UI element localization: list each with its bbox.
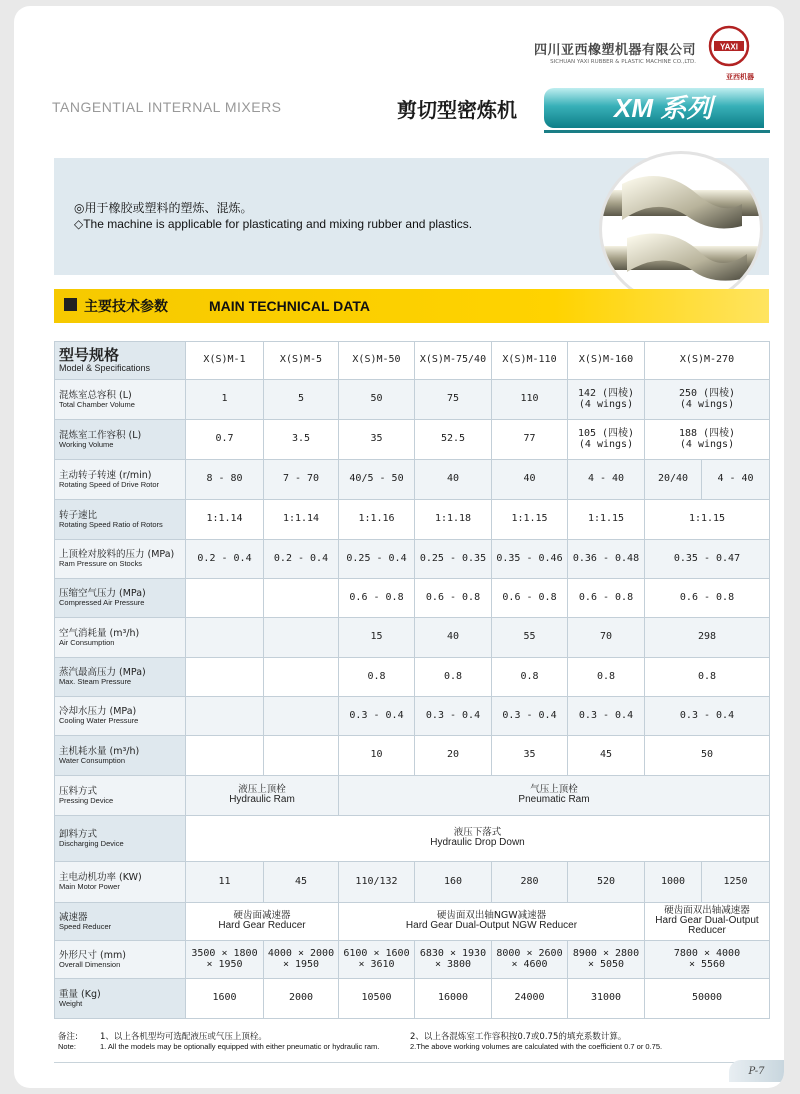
table-cell: 40/5 - 50 xyxy=(339,460,415,500)
section-title-cn: 主要技术参数 xyxy=(84,299,168,315)
table-cell: 1:1.15 xyxy=(492,500,568,540)
table-cell: 0.8 xyxy=(339,658,415,697)
table-cell: 8000 × 2600 × 4600 xyxy=(492,941,568,979)
table-cell: 280 xyxy=(492,862,568,903)
table-cell: 3.5 xyxy=(264,420,339,460)
table-cell: 0.3 - 0.4 xyxy=(645,697,770,736)
table-cell: 硬齿面双出轴减速器 Hard Gear Dual-Output Reducer xyxy=(645,903,770,941)
table-cell xyxy=(186,579,264,618)
note-1-cn: 1、以上各机型均可选配液压或气压上顶栓。 xyxy=(100,1032,267,1042)
model-cell: X(S)M-160 xyxy=(568,342,645,380)
product-title-cn: 剪切型密炼机 xyxy=(397,98,517,122)
table-cell: 45 xyxy=(264,862,339,903)
table-cell: 70 xyxy=(568,618,645,658)
note-1-en: 1. All the models may be optionally equipped with either pneumatic or hydraulic ram. xyxy=(100,1042,380,1051)
table-cell: 0.3 - 0.4 xyxy=(339,697,415,736)
table-header-row xyxy=(55,342,770,380)
table-cell: 0.6 - 0.8 xyxy=(339,579,415,618)
table-cell: 硬齿面双出轴NGW减速器 Hard Gear Dual-Output NGW Reducer xyxy=(339,903,645,941)
table-cell: 0.8 xyxy=(645,658,770,697)
table-cell: 20 xyxy=(415,736,492,776)
row-label: 重量 (Kg) Weight xyxy=(55,979,186,1019)
table-cell: 1:1.18 xyxy=(415,500,492,540)
table-cell: 50000 xyxy=(645,979,770,1019)
table-cell: 10500 xyxy=(339,979,415,1019)
table-cell: 250 (四棱) (4 wings) xyxy=(645,380,770,420)
page-number: P-7 xyxy=(729,1060,784,1082)
company-name-en: SICHUAN YAXI RUBBER & PLASTIC MACHINE CO.,LTD. xyxy=(550,59,696,65)
table-cell: 10 xyxy=(339,736,415,776)
table-cell: 0.2 - 0.4 xyxy=(264,540,339,579)
table-cell: 77 xyxy=(492,420,568,460)
row-label: 冷却水压力 (MPa) Cooling Water Pressure xyxy=(55,697,186,736)
table-cell: 50 xyxy=(339,380,415,420)
company-logo-icon xyxy=(706,24,752,74)
section-header xyxy=(54,289,769,323)
table-cell: 0.8 xyxy=(568,658,645,697)
table-cell: 0.35 - 0.47 xyxy=(645,540,770,579)
row-label: 上顶栓对胶料的压力 (MPa) Ram Pressure on Stocks xyxy=(55,540,186,579)
table-cell: 0.6 - 0.8 xyxy=(568,579,645,618)
table-row xyxy=(55,979,770,1019)
table-cell xyxy=(186,736,264,776)
company-name xyxy=(534,39,696,65)
table-cell: 0.2 - 0.4 xyxy=(186,540,264,579)
table-row xyxy=(55,697,770,736)
table-cell: 8900 × 2800 × 5050 xyxy=(568,941,645,979)
table-cell: 20/40 xyxy=(645,460,702,500)
table-cell: 160 xyxy=(415,862,492,903)
table-row xyxy=(55,658,770,697)
table-cell: 7800 × 4000 × 5560 xyxy=(645,941,770,979)
table-cell: 35 xyxy=(339,420,415,460)
model-cell: X(S)M-270 xyxy=(645,342,770,380)
series-badge: XM 系列 xyxy=(544,88,764,128)
table-row xyxy=(55,420,770,460)
product-category-en: TANGENTIAL INTERNAL MIXERS xyxy=(52,99,282,115)
table-cell xyxy=(186,618,264,658)
table-cell: 520 xyxy=(568,862,645,903)
table-row xyxy=(55,540,770,579)
table-cell: 5 xyxy=(264,380,339,420)
row-label: 混炼室工作容积 (L) Working Volume xyxy=(55,420,186,460)
table-cell: 4 - 40 xyxy=(702,460,770,500)
row-label: 空气消耗量 (m³/h) Air Consumption xyxy=(55,618,186,658)
table-cell xyxy=(264,736,339,776)
table-cell: 7 - 70 xyxy=(264,460,339,500)
table-row xyxy=(55,460,770,500)
rotor-illustration-icon xyxy=(602,154,760,304)
table-cell: 0.8 xyxy=(492,658,568,697)
row-label: 混炼室总容积 (L) Total Chamber Volume xyxy=(55,380,186,420)
table-cell: 0.35 - 0.46 xyxy=(492,540,568,579)
table-cell: 0.3 - 0.4 xyxy=(492,697,568,736)
table-cell: 0.25 - 0.4 xyxy=(339,540,415,579)
row-label: 压料方式 Pressing Device xyxy=(55,776,186,816)
table-cell: 6830 × 1930 × 3800 xyxy=(415,941,492,979)
table-cell: 142 (四棱) (4 wings) xyxy=(568,380,645,420)
table-cell: 液压上顶栓 Hydraulic Ram xyxy=(186,776,339,816)
table-cell: 40 xyxy=(415,460,492,500)
model-cell: X(S)M-50 xyxy=(339,342,415,380)
table-row xyxy=(55,618,770,658)
note-2-en: 2.The above working volumes are calculated with the coefficient 0.7 or 0.75. xyxy=(410,1042,663,1051)
table-cell: 1:1.14 xyxy=(264,500,339,540)
table-cell: 40 xyxy=(415,618,492,658)
table-cell: 35 xyxy=(492,736,568,776)
model-cell: X(S)M-1 xyxy=(186,342,264,380)
table-cell: 4 - 40 xyxy=(568,460,645,500)
note-label-cn: 备注: xyxy=(58,1032,78,1042)
table-cell: 0.7 xyxy=(186,420,264,460)
table-row xyxy=(55,862,770,903)
row-label: 主电动机功率 (KW) Main Motor Power xyxy=(55,862,186,903)
section-square-icon xyxy=(64,298,77,311)
table-row xyxy=(55,941,770,979)
table-cell: 105 (四棱) (4 wings) xyxy=(568,420,645,460)
row-label: 转子速比 Rotating Speed Ratio of Rotors xyxy=(55,500,186,540)
badge-underline xyxy=(544,130,770,133)
table-cell: 45 xyxy=(568,736,645,776)
table-cell: 1 xyxy=(186,380,264,420)
table-cell: 298 xyxy=(645,618,770,658)
table-cell xyxy=(264,658,339,697)
row-label: 蒸汽最高压力 (MPa) Max. Steam Pressure xyxy=(55,658,186,697)
row-label: 压缩空气压力 (MPa) Compressed Air Pressure xyxy=(55,579,186,618)
table-cell: 0.3 - 0.4 xyxy=(415,697,492,736)
section-title-en: MAIN TECHNICAL DATA xyxy=(209,298,370,314)
table-row xyxy=(55,380,770,420)
table-row xyxy=(55,736,770,776)
table-cell: 0.36 - 0.48 xyxy=(568,540,645,579)
row-label: 卸料方式 Discharging Device xyxy=(55,816,186,862)
table-cell xyxy=(264,618,339,658)
table-cell xyxy=(186,658,264,697)
table-cell: 11 xyxy=(186,862,264,903)
table-cell xyxy=(264,579,339,618)
note-2-cn: 2、以上各混炼室工作容积按0.7或0.75的填充系数计算。 xyxy=(410,1032,627,1042)
description-en: ◇The machine is applicable for plasticating and mixing rubber and plastics. xyxy=(74,217,473,231)
table-cell: 188 (四棱) (4 wings) xyxy=(645,420,770,460)
logo-text: YAXI xyxy=(720,42,738,52)
table-cell: 1:1.15 xyxy=(645,500,770,540)
table-cell: 0.6 - 0.8 xyxy=(645,579,770,618)
table-cell: 4000 × 2000 × 1950 xyxy=(264,941,339,979)
table-cell: 40 xyxy=(492,460,568,500)
row-label: 减速器 Speed Reducer xyxy=(55,903,186,941)
table-cell: 6100 × 1600 × 3610 xyxy=(339,941,415,979)
table-cell: 0.8 xyxy=(415,658,492,697)
row-label: 型号规格 Model & Specifications xyxy=(55,342,186,380)
table-cell: 1:1.15 xyxy=(568,500,645,540)
table-row xyxy=(55,500,770,540)
table-cell: 1250 xyxy=(702,862,770,903)
table-cell: 1:1.16 xyxy=(339,500,415,540)
row-label: 主动转子转速 (r/min) Rotating Speed of Drive Rotor xyxy=(55,460,186,500)
table-cell: 2000 xyxy=(264,979,339,1019)
model-cell: X(S)M-110 xyxy=(492,342,568,380)
company-name-cn: 四川亚西橡塑机器有限公司 xyxy=(533,43,696,58)
table-row xyxy=(55,776,770,816)
rotor-photo xyxy=(602,154,760,304)
table-cell: 24000 xyxy=(492,979,568,1019)
table-row xyxy=(55,816,770,862)
table-cell: 110/132 xyxy=(339,862,415,903)
table-cell: 硬齿面减速器 Hard Gear Reducer xyxy=(186,903,339,941)
table-cell: 52.5 xyxy=(415,420,492,460)
table-row xyxy=(55,903,770,941)
row-label: 主机耗水量 (m³/h) Water Consumption xyxy=(55,736,186,776)
table-row xyxy=(55,579,770,618)
table-cell: 0.6 - 0.8 xyxy=(492,579,568,618)
table-cell: 55 xyxy=(492,618,568,658)
note-label-en: Note: xyxy=(58,1042,76,1051)
description-cn: ◎用于橡胶或塑料的塑炼、混炼。 xyxy=(74,201,253,215)
table-cell: 1600 xyxy=(186,979,264,1019)
table-cell: 1000 xyxy=(645,862,702,903)
table-cell: 75 xyxy=(415,380,492,420)
table-cell: 气压上顶栓 Pneumatic Ram xyxy=(339,776,770,816)
table-cell xyxy=(264,697,339,736)
table-cell xyxy=(186,697,264,736)
table-cell: 3500 × 1800 × 1950 xyxy=(186,941,264,979)
table-cell: 1:1.14 xyxy=(186,500,264,540)
table-cell: 0.6 - 0.8 xyxy=(415,579,492,618)
table-cell: 液压下落式 Hydraulic Drop Down xyxy=(186,816,770,862)
table-cell: 110 xyxy=(492,380,568,420)
table-cell: 50 xyxy=(645,736,770,776)
model-cell: X(S)M-5 xyxy=(264,342,339,380)
model-cell: X(S)M-75/40 xyxy=(415,342,492,380)
bottom-divider xyxy=(54,1062,769,1063)
table-cell: 0.25 - 0.35 xyxy=(415,540,492,579)
table-cell: 15 xyxy=(339,618,415,658)
technical-data-table xyxy=(54,341,770,1019)
table-cell: 8 - 80 xyxy=(186,460,264,500)
table-cell: 16000 xyxy=(415,979,492,1019)
logo-subtitle: 亚西机器 xyxy=(726,73,754,81)
row-label: 外形尺寸 (mm) Overall Dimension xyxy=(55,941,186,979)
table-cell: 31000 xyxy=(568,979,645,1019)
brochure-page xyxy=(14,6,784,1088)
table-cell: 0.3 - 0.4 xyxy=(568,697,645,736)
